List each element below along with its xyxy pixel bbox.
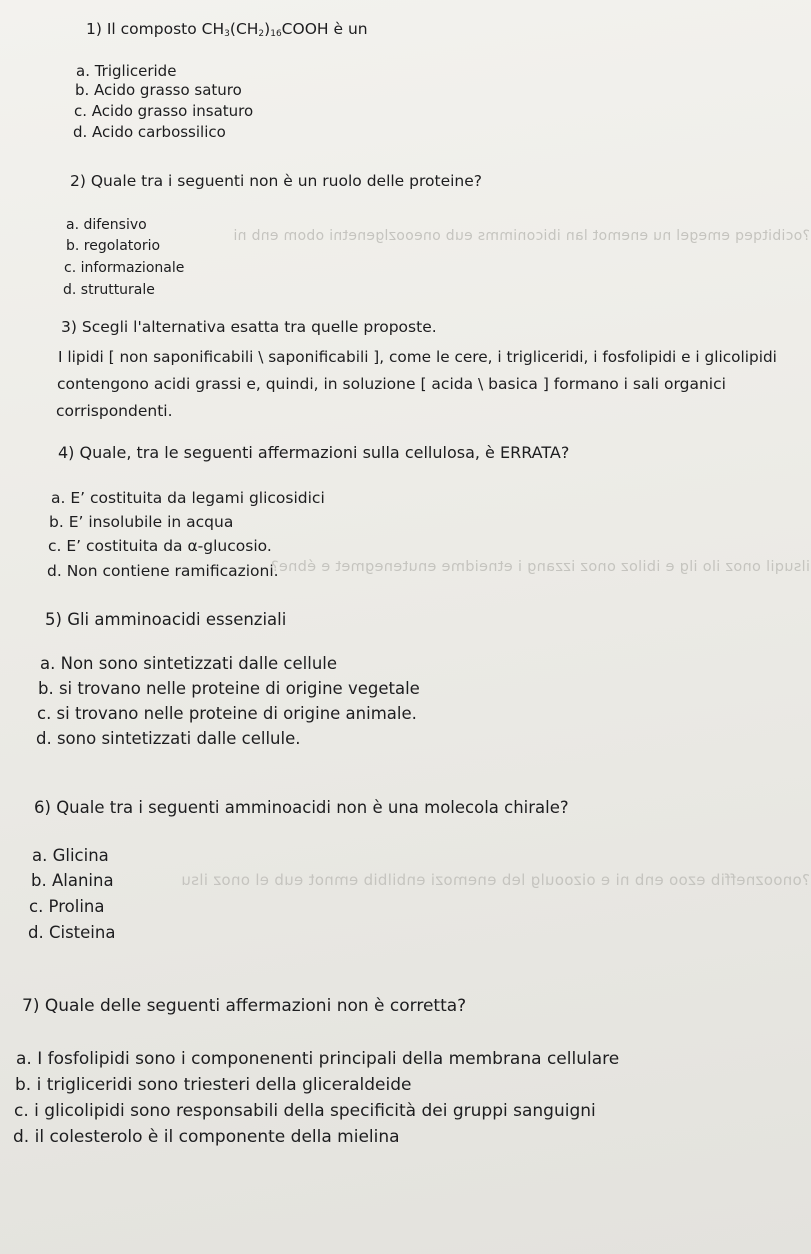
question-text: Quale, tra le seguenti affermazioni sulla cellulosa, è ERRATA? bbox=[79, 443, 570, 462]
question-text-end: è un bbox=[333, 20, 368, 38]
option-6a: a. Glicina bbox=[32, 846, 109, 865]
option-2d: d. strutturale bbox=[63, 282, 155, 298]
option-6b: b. Alanina bbox=[31, 871, 114, 890]
question-7 bbox=[22, 997, 466, 1015]
option-5d: d. sono sintetizzati dalle cellule. bbox=[36, 729, 301, 748]
question-3 bbox=[61, 318, 437, 336]
question-text: Gli amminoacidi essenziali bbox=[67, 610, 287, 629]
option-4a: a. E’ costituita da legami glicosidici bbox=[51, 489, 325, 507]
option-4b: b. E’ insolubile in acqua bbox=[49, 513, 234, 531]
option-1c: c. Acido grasso insaturo bbox=[74, 102, 254, 120]
option-2b: b. regolatorio bbox=[66, 238, 161, 254]
question-2 bbox=[70, 172, 482, 190]
question-3-line-2: contengono acidi grassi e, quindi, in soluzione [ acida \ basica ] formano i sali organici bbox=[57, 375, 726, 393]
option-6d: d. Cisteina bbox=[28, 923, 116, 942]
question-number: 2) bbox=[70, 172, 86, 190]
question-5 bbox=[45, 611, 286, 629]
question-number: 5) bbox=[45, 610, 62, 629]
question-text: Scegli l'alternativa esatta tra quelle proposte. bbox=[81, 318, 437, 336]
question-number: 7) bbox=[22, 996, 40, 1016]
question-text: Quale tra i seguenti non è un ruolo delle proteine? bbox=[90, 172, 483, 190]
question-number: 6) bbox=[34, 798, 51, 817]
option-1a: a. Trigliceride bbox=[76, 62, 177, 80]
option-2a: a. difensivo bbox=[66, 217, 147, 233]
option-7c: c. i glicolipidi sono responsabili della specificità dei gruppi sanguigni bbox=[14, 1101, 596, 1121]
chemical-formula: $CH_3(CH_2)_{16}COOH$ bbox=[201, 20, 329, 39]
show-through-text-2: ilsuqil onoz ilo ilg e ibiloz onoz izzang i etneidme enutenegmet e ébne? bbox=[270, 559, 810, 575]
option-5c: c. si trovano nelle proteine di origine animale. bbox=[37, 704, 417, 723]
option-5b: b. si trovano nelle proteine di origine vegetale bbox=[38, 679, 420, 698]
question-number: 4) bbox=[58, 443, 75, 462]
option-7d: d. il colesterolo è il componente della mielina bbox=[13, 1127, 400, 1147]
question-text: Il composto bbox=[106, 20, 197, 38]
option-4d: d. Non contiene ramificazioni. bbox=[47, 562, 279, 580]
question-3-line-1: I lipidi [ non saponificabili \ saponificabili ], come le cere, i trigliceridi, i fosfolipidi e i glicolipidi bbox=[58, 348, 777, 366]
question-number: 3) bbox=[61, 318, 77, 336]
question-number: 1) bbox=[86, 20, 102, 38]
option-1b: b. Acido grasso saturo bbox=[75, 81, 242, 99]
question-4 bbox=[58, 444, 569, 462]
show-through-text-1: ?ocibitqeq emegel nu enemot lan ibiconimms eub oneoozlgenetni obom enb ni bbox=[233, 228, 810, 244]
option-2c: c. informazionale bbox=[64, 260, 185, 276]
option-6c: c. Prolina bbox=[29, 897, 105, 916]
question-1 bbox=[86, 20, 368, 43]
question-text: Quale delle seguenti affermazioni non è corretta? bbox=[44, 996, 467, 1016]
option-5a: a. Non sono sintetizzati dalle cellule bbox=[40, 654, 338, 673]
question-3-line-3: corrispondenti. bbox=[56, 402, 173, 420]
option-1d: d. Acido carbossilico bbox=[73, 123, 226, 141]
question-6 bbox=[34, 799, 569, 817]
question-text: Quale tra i seguenti amminoacidi non è una molecola chirale? bbox=[56, 798, 569, 817]
option-7a: a. I fosfolipidi sono i componenenti principali della membrana cellulare bbox=[16, 1049, 620, 1069]
option-4c: c. E’ costituita da α-glucosio. bbox=[48, 537, 272, 555]
show-through-text-3: ?onoozneffib ezoo enb ni e oizooulg leb enemozi enbilbib emnot eub el onoz ilsu bbox=[181, 871, 810, 889]
option-7b: b. i trigliceridi sono triesteri della gliceraldeide bbox=[15, 1075, 412, 1095]
